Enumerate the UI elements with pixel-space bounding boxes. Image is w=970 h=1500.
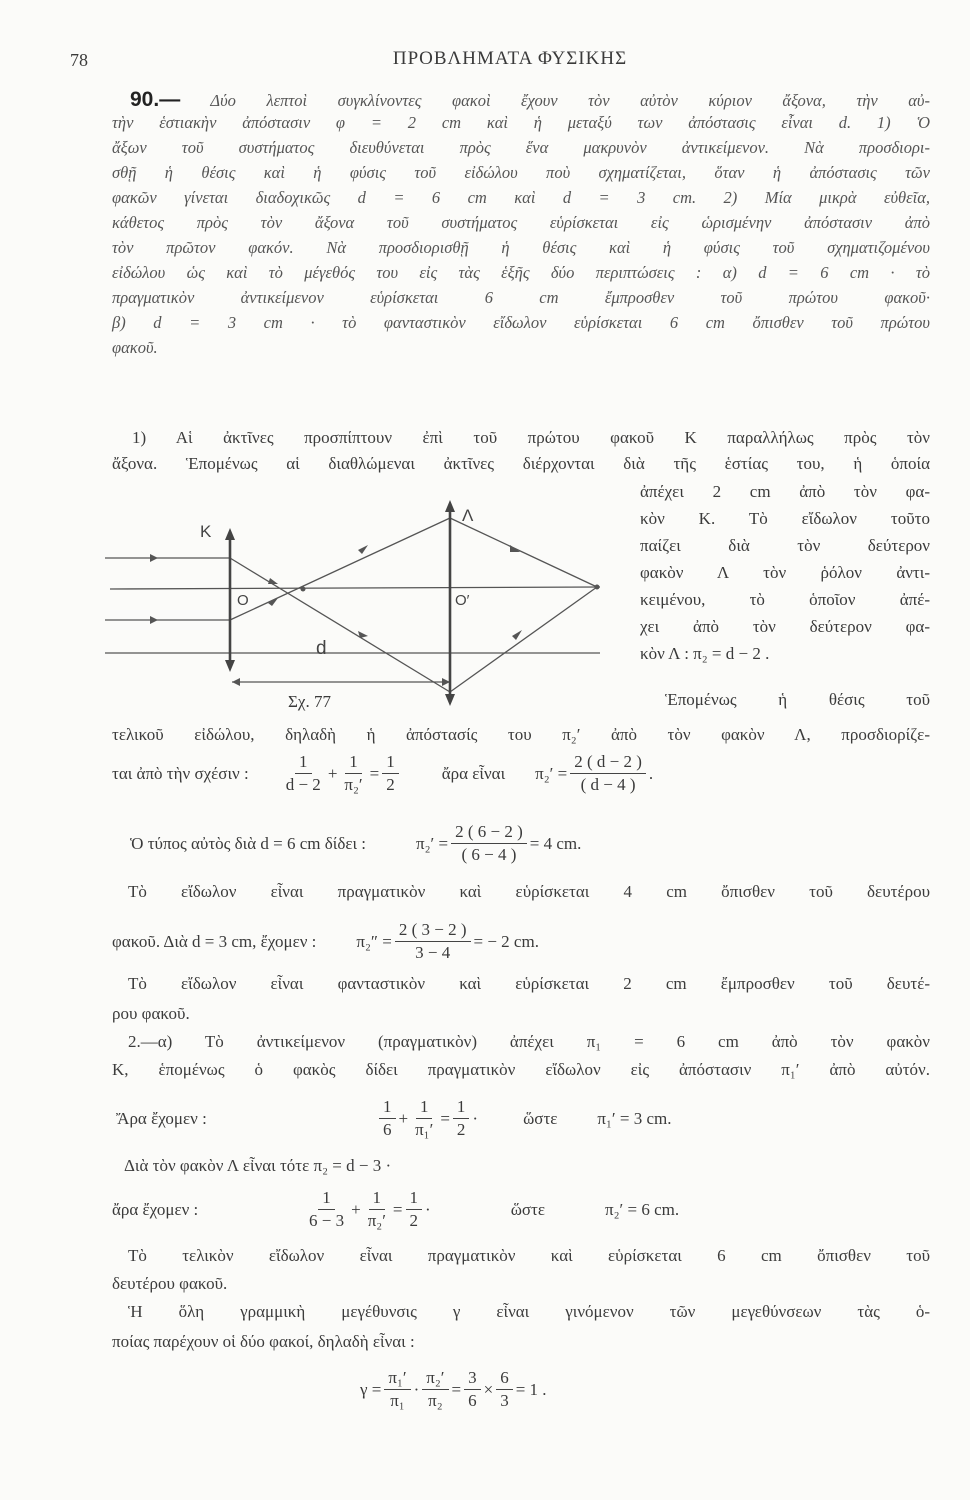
problem-line: κάθετος πρὸς τὸν ἄξονα τοῦ συστήματος εὑρίσκεται εἰς ὡρισμένην ἀπόστασιν ἀπὸ bbox=[112, 213, 930, 232]
arrow-icon bbox=[512, 630, 522, 640]
solution-line: κὸν Κ. Τὸ εἴδωλον τοῦτο bbox=[640, 509, 930, 528]
solution-line: 2.—α) Τὸ ἀντικείμενον (πραγματικὸν) ἀπέχει π₁ = 6 cm ἀπὸ τὸν φακὸν bbox=[128, 1032, 930, 1051]
problem-line: τὸν πρῶτον φακόν. Νὰ προσδιορισθῇ ἡ θέσις καὶ ἡ φύσις τοῦ σχηματιζομένου bbox=[112, 238, 930, 257]
solution-line: χει ἀπὸ τὸν δεύτερον φα- bbox=[640, 617, 930, 636]
problem-line: β) d = 3 cm · τὸ φανταστικὸν εἴδωλον εὑρίσκεται 6 cm ὄπισθεν τοῦ πρώτου bbox=[112, 313, 930, 332]
problem-line: τὴν ἑστιακὴν ἀπόστασιν φ = 2 cm καὶ ἡ μεταξύ των ἀπόστασις εἶναι d. 1) Ὁ bbox=[112, 113, 930, 132]
problem-line: πραγματικὸν ἀντικείμενον εὑρίσκεται 6 cm ἔμπροσθεν τοῦ πρώτου φακοῦ· bbox=[112, 288, 930, 307]
arrow-icon bbox=[510, 545, 520, 552]
ray-top-refracted bbox=[230, 558, 450, 692]
solution-line: ἄξονα. Ἑπομένως αἱ διαθλώμεναι ἀκτῖνες διέρχονται διὰ τῆς ἑστίας του, ἡ ὁποία bbox=[112, 454, 930, 473]
solution-line: ἀπέχει 2 cm ἀπὸ τὸν φα- bbox=[640, 482, 930, 501]
problem-line: 90.— Δύο λεπτοὶ συγκλίνοντες φακοὶ ἔχουν τὸν αὐτὸν κύριον ἄξονα, τὴν αὐ- bbox=[130, 88, 930, 111]
solution-line: Κ, ἑπομένως ὁ φακὸς δίδει πραγματικὸν εἴδωλον εἰς ἀπόστασιν π₁′ ἀπὸ αὐτόν. bbox=[112, 1060, 930, 1079]
running-title: ΠΡΟΒΛΗΜΑΤΑ ΦΥΣΙΚΗΣ bbox=[392, 48, 628, 69]
arrow-icon bbox=[150, 554, 158, 562]
solution-line: κειμένου, τὸ ὁποῖον ἀπέ- bbox=[640, 590, 930, 609]
equation-first-lens: Ἄρα ἔχομεν : $\frac{1}{6}$ + $\frac{1}{\text{π₁′}}$ = $\frac{1}{2}$ · ὥστε π₁′ = 3 cm. bbox=[116, 1097, 672, 1139]
solution-line: τελικοῦ εἰδώλου, δηλαδὴ ἡ ἀπόστασίς του π₂′ ἀπὸ τὸν φακὸν Λ, προσδιορίζε- bbox=[112, 725, 930, 744]
center-o2-label: O′ bbox=[455, 592, 470, 609]
solution-line: Τὸ εἴδωλον εἶναι πραγματικὸν καὶ εὑρίσκεται 4 cm ὄπισθεν τοῦ δευτέρου bbox=[128, 882, 930, 901]
equation-lens-formula: ται ἀπὸ τὴν σχέσιν : $\frac{1}{d - 2}$ + $\frac{1}{\text{π₂′}}$ = $\frac{1}{2}$ ἄρα εἶναι π₂′ = $\frac{2 ( d - 2 )}{( d - 4 )}$ . bbox=[112, 752, 654, 794]
arrow-icon bbox=[232, 678, 240, 686]
distance-d-label: d bbox=[316, 638, 327, 659]
ray-bottom-refracted bbox=[230, 518, 450, 620]
equation-d3: φακοῦ. Διὰ d = 3 cm, ἔχομεν : π₂″ = $\frac{2 ( 3 - 2 )}{3 - 4}$ = − 2 cm. bbox=[112, 920, 539, 962]
solution-line: ρου φακοῦ. bbox=[112, 1004, 190, 1023]
solution-line: Ἑπομένως ἡ θέσις τοῦ bbox=[665, 690, 930, 709]
solution-line: 1) Αἱ ἀκτῖνες προσπίπτουν ἐπὶ τοῦ πρώτου φακοῦ Κ παραλλήλως πρὸς τὸν bbox=[132, 428, 930, 447]
focus-point bbox=[301, 587, 306, 592]
arrow-icon bbox=[268, 578, 278, 584]
solution-line: ποίας παρέχουν οἱ δύο φακοί, δηλαδὴ εἶναι : bbox=[112, 1332, 415, 1351]
ray-out-bottom bbox=[450, 587, 597, 692]
problem-line: σθῇ ἡ θέσις καὶ ἡ φύσις τοῦ εἰδώλου ποὺ σχηματίζεται, ὅταν ἡ ἀπόστασις τῶν bbox=[112, 163, 930, 182]
solution-line: παίζει διὰ τὸν δεύτερον bbox=[640, 536, 930, 555]
solution-line: δευτέρου φακοῦ. bbox=[112, 1274, 228, 1293]
lens-k-label: K bbox=[200, 522, 212, 541]
equation-d6: Ὁ τύπος αὐτὸς διὰ d = 6 cm δίδει : π₂′ = $\frac{2 ( 6 - 2 )}{( 6 - 4 )}$ = 4 cm. bbox=[130, 822, 582, 864]
arrow-icon bbox=[358, 545, 368, 554]
lens-l-label: Λ bbox=[462, 506, 474, 525]
solution-line: Τὸ εἴδωλον εἶναι φανταστικὸν καὶ εὑρίσκεται 2 cm ἔμπροσθεν τοῦ δευτέ- bbox=[128, 974, 930, 993]
problem-number: 90.— bbox=[130, 88, 181, 111]
solution-line: Τὸ τελικὸν εἴδωλον εἶναι πραγματικὸν καὶ εὑρίσκεται 6 cm ὄπισθεν τοῦ bbox=[128, 1246, 930, 1265]
image-point bbox=[595, 585, 600, 590]
equation-magnification: γ = $\frac{\text{π₁′}}{\text{π₁}}$ · $\frac{\text{π₂′}}{\text{π₂}}$ = $\frac{3}{6}$ × $\frac{6}{3}$ = 1 . bbox=[360, 1368, 547, 1410]
problem-line: φακοῦ. bbox=[112, 338, 158, 357]
solution-line: φακὸν Λ τὸν ῥόλον ἀντι- bbox=[640, 563, 930, 582]
equation-second-lens: ἄρα ἔχομεν : $\frac{1}{6 - 3}$ + $\frac{1}{\text{π₂′}}$ = $\frac{1}{2}$ · ὥστε π₂′ = 6 cm. bbox=[112, 1188, 680, 1230]
center-o-label: O bbox=[237, 592, 249, 609]
problem-line: ἄξων τοῦ συστήματος διευθύνεται πρὸς ἕνα μακρυνὸν ἀντικείμενον. Νὰ προσδιορι- bbox=[112, 138, 930, 157]
principal-axis bbox=[110, 587, 600, 589]
ray-out-top bbox=[450, 518, 597, 587]
figure-caption: Σχ. 77 bbox=[288, 692, 331, 711]
problem-line: φακῶν γίνεται διαδοχικῶς d = 6 cm καὶ d = 3 cm. 2) Μία μικρὰ εὐθεῖα, bbox=[112, 188, 930, 207]
arrow-icon bbox=[150, 616, 158, 624]
problem-line: εἰδώλου ὡς καὶ τὸ μέγεθός του εἰς τὰς ἑξῆς δύο περιπτώσεις : α) d = 6 cm · τὸ bbox=[112, 263, 930, 282]
solution-line: Διὰ τὸν φακὸν Λ εἶναι τότε π₂ = d − 3 · bbox=[124, 1156, 392, 1175]
page-number: 78 bbox=[70, 50, 88, 70]
solution-line: Ἡ ὅλη γραμμικὴ μεγέθυνσις γ εἶναι γινόμενον τῶν μεγεθύνσεων τὰς ὁ- bbox=[128, 1302, 930, 1321]
solution-line: κὸν Λ : π₂ = d − 2 . bbox=[640, 644, 770, 663]
